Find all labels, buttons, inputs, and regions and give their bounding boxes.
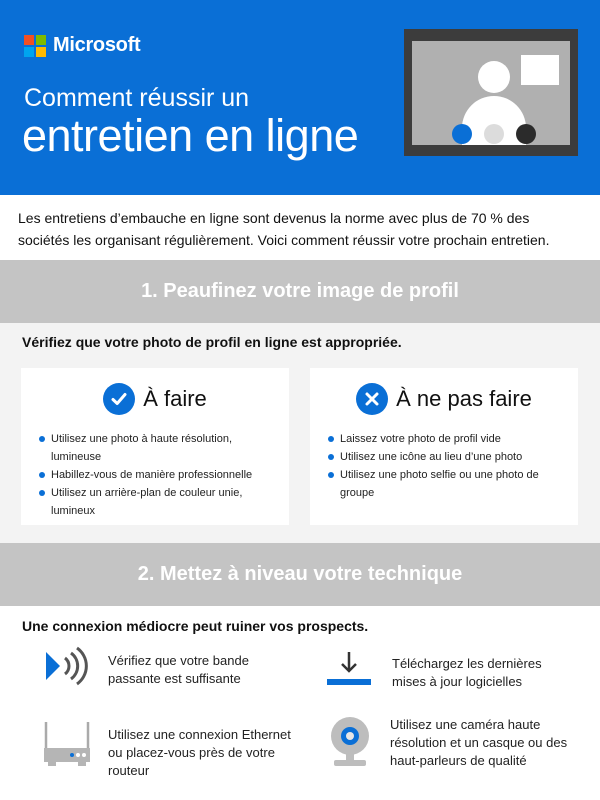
list-item: Utilisez un arrière-plan de couleur unie, lumineux — [39, 484, 279, 520]
title-line-2: entretien en ligne — [22, 110, 359, 161]
do-card-title — [21, 383, 289, 415]
list-item: Habillez-vous de manière professionnelle — [39, 466, 279, 484]
dont-card — [310, 368, 578, 525]
section-1-bar — [0, 260, 600, 323]
video-screen — [412, 41, 570, 145]
section-1-subheading: Vérifiez que votre photo de profil en ligne est appropriée. — [22, 334, 402, 350]
intro-paragraph: Les entretiens d’embauche en ligne sont devenus la norme avec plus de 70 % des sociétés les organisant régulièrement. Voici comment réussir votre prochain entretien. — [18, 210, 550, 248]
microsoft-logo-icon — [24, 35, 46, 57]
section-1-title: 1. Peaufinez votre image de profil — [141, 280, 459, 302]
header-banner — [0, 0, 600, 195]
brand-name: Microsoft — [53, 34, 141, 56]
list-item: Utilisez une photo selfie ou une photo de groupe — [328, 466, 568, 502]
x-circle-icon — [356, 383, 388, 415]
call-control-blue-icon — [452, 124, 472, 144]
tip-webcam: Utilisez une caméra haute résolution et un casque ou des haut-parleurs de qualité — [390, 717, 568, 768]
tip-updates: Téléchargez les dernières mises à jour logicielles — [392, 656, 542, 689]
do-heading: À faire — [143, 386, 207, 411]
tip-ethernet: Utilisez une connexion Ethernet ou placez-vous près de votre routeur — [108, 727, 291, 778]
picture-in-picture — [521, 55, 559, 85]
checkmark-circle-icon — [103, 383, 135, 415]
section-2-title: 2. Mettez à niveau votre technique — [137, 563, 463, 585]
section-2-bar — [0, 543, 600, 606]
list-item: Laissez votre photo de profil vide — [328, 430, 568, 448]
video-call-illustration — [404, 29, 578, 156]
do-card — [21, 368, 289, 525]
download-icon — [326, 648, 372, 695]
tip-bandwidth: Vérifiez que votre bande passante est suffisante — [108, 653, 249, 686]
microsoft-logo — [24, 34, 140, 57]
webcam-icon — [328, 714, 372, 773]
dont-card-title — [310, 383, 578, 415]
do-list — [39, 430, 279, 520]
list-item: Utilisez une photo à haute résolution, lumineuse — [39, 430, 279, 466]
section-2-subheading: Une connexion médiocre peut ruiner vos prospects. — [22, 618, 369, 634]
title-line-1: Comment réussir un — [24, 84, 250, 112]
person-head — [478, 61, 510, 93]
signal-icon — [44, 646, 90, 691]
call-control-dark-icon — [516, 124, 536, 144]
router-icon — [42, 718, 92, 775]
list-item: Utilisez une icône au lieu d’une photo — [328, 448, 568, 466]
dont-heading: À ne pas faire — [396, 386, 532, 411]
call-control-gray-icon — [484, 124, 504, 144]
dont-list — [328, 430, 568, 502]
